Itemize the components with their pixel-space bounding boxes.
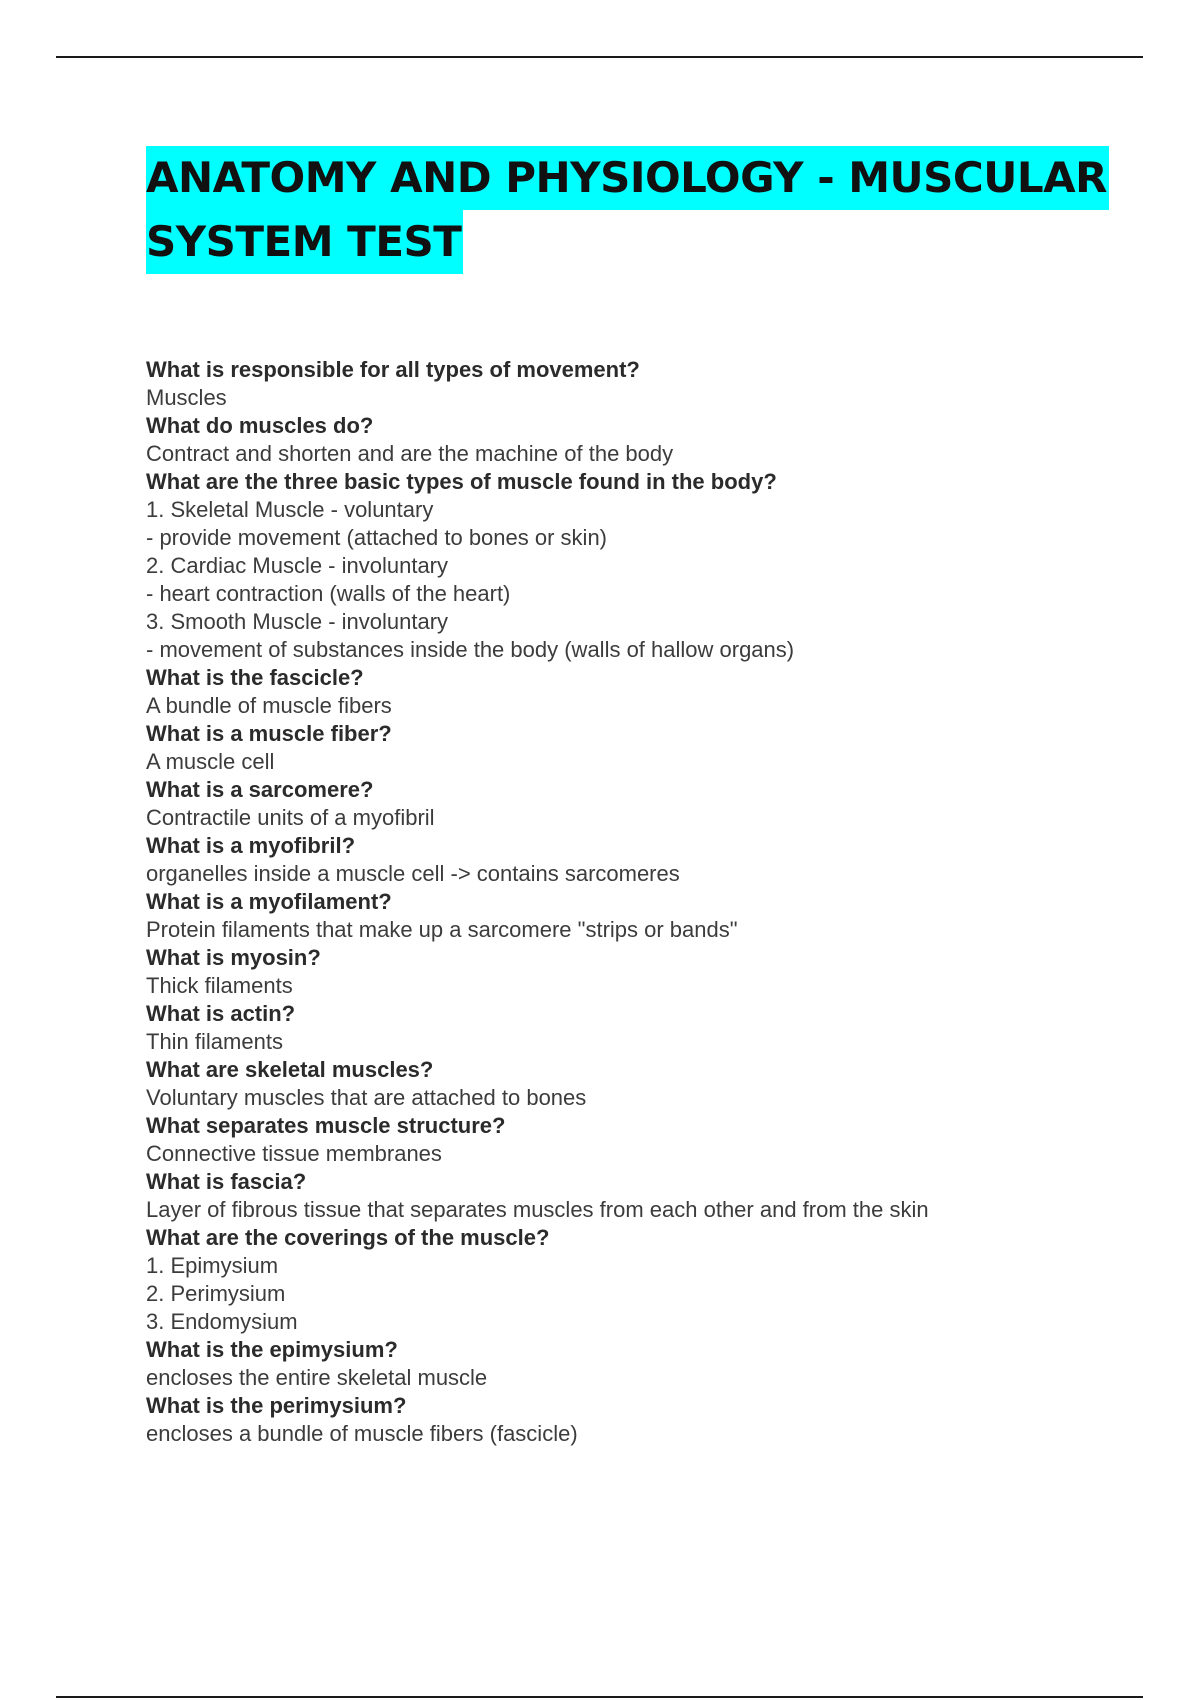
answer-line: Contract and shorten and are the machine of the body <box>146 441 674 466</box>
answer-line: 3. Smooth Muscle - involuntary <box>146 609 449 634</box>
qa-item <box>146 1056 1086 1112</box>
qa-item <box>146 1112 1086 1168</box>
answer-line: Protein filaments that make up a sarcomere "strips or bands" <box>146 917 738 942</box>
question-text: What are skeletal muscles? <box>146 1057 434 1082</box>
qa-list <box>146 356 1086 1448</box>
answer-line: A muscle cell <box>146 749 275 774</box>
question-text: What is a sarcomere? <box>146 777 374 802</box>
qa-item <box>146 356 1086 412</box>
qa-item <box>146 888 1086 944</box>
question-text: What is a myofilament? <box>146 889 392 914</box>
question-text: What is fascia? <box>146 1169 307 1194</box>
qa-item <box>146 776 1086 832</box>
qa-item <box>146 468 1086 664</box>
answer-line: Thin filaments <box>146 1029 283 1054</box>
answer-line: A bundle of muscle fibers <box>146 693 392 718</box>
answer-line: Muscles <box>146 385 227 410</box>
qa-item <box>146 1000 1086 1056</box>
answer-line: 3. Endomysium <box>146 1309 298 1334</box>
qa-item <box>146 1392 1086 1448</box>
question-text: What do muscles do? <box>146 413 374 438</box>
question-text: What is responsible for all types of movement? <box>146 357 640 382</box>
document-title <box>146 146 1107 274</box>
answer-line: 2. Perimysium <box>146 1281 286 1306</box>
question-text: What is the perimysium? <box>146 1393 407 1418</box>
question-text: What is a muscle fiber? <box>146 721 392 746</box>
qa-item <box>146 1224 1086 1336</box>
answer-line: encloses a bundle of muscle fibers (fascicle) <box>146 1421 578 1446</box>
question-text: What separates muscle structure? <box>146 1113 506 1138</box>
bottom-rule <box>56 1696 1143 1698</box>
question-text: What is the fascicle? <box>146 665 364 690</box>
title-line: SYSTEM TEST <box>146 210 463 274</box>
qa-item <box>146 944 1086 1000</box>
qa-item <box>146 1168 1086 1224</box>
question-text: What is actin? <box>146 1001 296 1026</box>
question-text: What is the epimysium? <box>146 1337 398 1362</box>
question-text: What is myosin? <box>146 945 321 970</box>
answer-line: - movement of substances inside the body (walls of hallow organs) <box>146 637 795 662</box>
answer-line: encloses the entire skeletal muscle <box>146 1365 488 1390</box>
qa-item <box>146 412 1086 468</box>
answer-line: - heart contraction (walls of the heart) <box>146 581 511 606</box>
question-text: What are the three basic types of muscle found in the body? <box>146 469 777 494</box>
answer-line: Connective tissue membranes <box>146 1141 442 1166</box>
qa-item <box>146 664 1086 720</box>
answer-line: - provide movement (attached to bones or skin) <box>146 525 608 550</box>
title-line: ANATOMY AND PHYSIOLOGY - MUSCULAR <box>146 146 1109 210</box>
answer-line: 1. Epimysium <box>146 1253 279 1278</box>
question-text: What is a myofibril? <box>146 833 356 858</box>
qa-item <box>146 1336 1086 1392</box>
answer-line: Thick filaments <box>146 973 293 998</box>
top-rule <box>56 56 1143 58</box>
answer-line: 1. Skeletal Muscle - voluntary <box>146 497 434 522</box>
answer-line: Layer of fibrous tissue that separates muscles from each other and from the skin <box>146 1197 929 1222</box>
answer-line: Voluntary muscles that are attached to bones <box>146 1085 587 1110</box>
question-text: What are the coverings of the muscle? <box>146 1225 550 1250</box>
answer-line: Contractile units of a myofibril <box>146 805 435 830</box>
answer-line: organelles inside a muscle cell -> contains sarcomeres <box>146 861 680 886</box>
qa-item <box>146 832 1086 888</box>
qa-item <box>146 720 1086 776</box>
answer-line: 2. Cardiac Muscle - involuntary <box>146 553 449 578</box>
